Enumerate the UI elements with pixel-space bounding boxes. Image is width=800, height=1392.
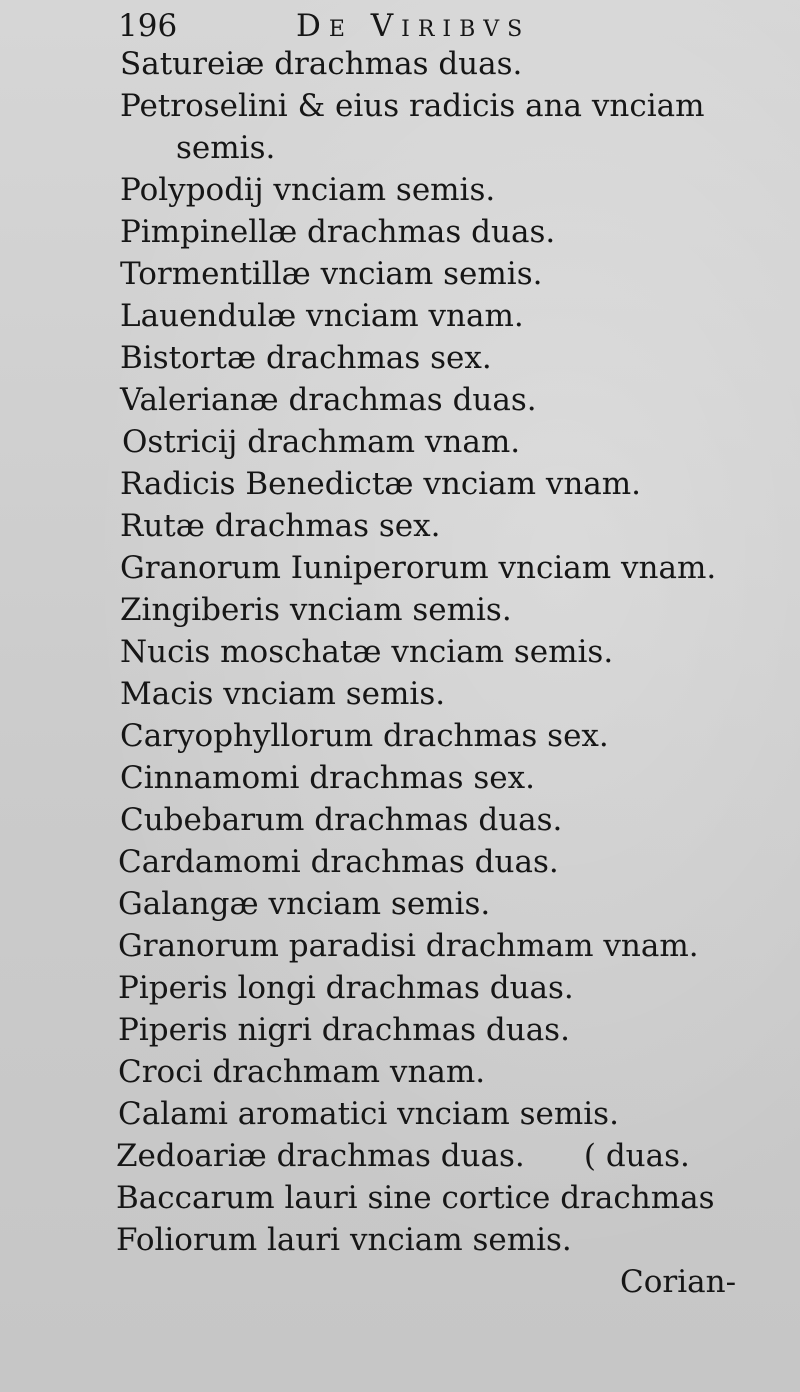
text-line: Granorum Iuniperorum vnciam vnam. bbox=[120, 550, 717, 586]
page-header bbox=[118, 4, 718, 48]
text-line: Pimpinellæ drachmas duas. bbox=[120, 214, 556, 250]
text-line: Cinnamomi drachmas sex. bbox=[120, 760, 535, 796]
text-line: Granorum paradisi drachmam vnam. bbox=[118, 928, 699, 964]
text-line: Macis vnciam semis. bbox=[120, 676, 446, 712]
text-line: Galangæ vnciam semis. bbox=[118, 886, 491, 922]
catchword: Corian- bbox=[620, 1264, 737, 1300]
text-line: Tormentillæ vnciam semis. bbox=[120, 256, 543, 292]
text-line: Piperis longi drachmas duas. bbox=[118, 970, 574, 1006]
text-line: Cubebarum drachmas duas. bbox=[120, 802, 563, 838]
text-line: Caryophyllorum drachmas sex. bbox=[120, 718, 609, 754]
text-line: Valerianæ drachmas duas. bbox=[120, 382, 537, 418]
text-line: Nucis moschatæ vnciam semis. bbox=[120, 634, 614, 670]
text-line: Petroselini & eius radicis ana vnciam bbox=[120, 88, 705, 124]
text-line: Polypodij vnciam semis. bbox=[120, 172, 496, 208]
text-line: Calami aromatici vnciam semis. bbox=[118, 1096, 619, 1132]
text-line: Piperis nigri drachmas duas. bbox=[118, 1012, 570, 1048]
text-line: Radicis Benedictæ vnciam vnam. bbox=[120, 466, 642, 502]
text-line: Satureiæ drachmas duas. bbox=[120, 46, 523, 82]
text-line: Ostricij drachmam vnam. bbox=[122, 424, 521, 460]
text-line: Croci drachmam vnam. bbox=[118, 1054, 486, 1090]
text-line: Bistortæ drachmas sex. bbox=[120, 340, 492, 376]
text-line: Rutæ drachmas sex. bbox=[120, 508, 441, 544]
running-title: De Viribvs bbox=[296, 8, 531, 44]
text-line: Foliorum lauri vnciam semis. bbox=[116, 1222, 572, 1258]
text-line: Zingiberis vnciam semis. bbox=[120, 592, 512, 628]
text-line: Lauendulæ vnciam vnam. bbox=[120, 298, 524, 334]
page-number: 196 bbox=[118, 8, 178, 44]
text-line: Baccarum lauri sine cortice drachmas bbox=[116, 1180, 715, 1216]
text-line: Zedoariæ drachmas duas. ( duas. bbox=[116, 1138, 690, 1174]
text-line: semis. bbox=[176, 130, 276, 166]
text-line: Cardamomi drachmas duas. bbox=[118, 844, 559, 880]
